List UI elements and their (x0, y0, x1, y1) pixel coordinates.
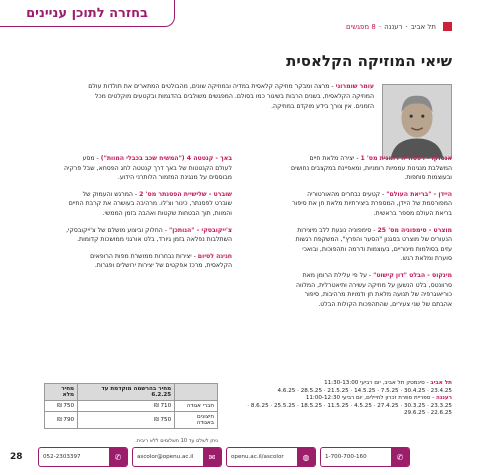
lecture-description: - יצירה מלאת חיים המשלבת מנגינות עממיות רומניות, ומאפיינת במקצבים נחושים ובעוצמות סוחפות. (291, 155, 452, 182)
contact-phone-main[interactable] (320, 447, 410, 467)
phone-icon: ✆ (109, 448, 127, 466)
schedule-venue: סינמטק תל אביב, יום רביעי 11:30-13:00 (324, 380, 425, 386)
email-icon: ✉ (203, 448, 221, 466)
schedule-raanana: רעננה - ספריית ספרת זכרון לחיילים, יום רביעי 11:00-12:30 (305, 395, 452, 401)
price-header-label (175, 384, 218, 401)
globe-icon: ◍ (297, 448, 315, 466)
lecturer-portrait-icon (383, 85, 451, 158)
lecture-title: מינקוס - הבלט "דון קישוט" (373, 271, 452, 279)
lecture-title: שוברט - שלישיית הפסנתר מס' 2 (139, 190, 232, 198)
lecturer-bio: - מרצה ומבקר מוזיקה קלאסית במדיה ובמוזיקה שונים, מהבולטים המתארים את תולדות עולם המוזיקה הקלאסית, בשנים הרבות בשיגור כמו בסולם. המפגשים משולבים בהדגמות ובקטעים מוקלטים מכל הזמנים. אין צורך בידע מוקדם במוזיקה. (88, 83, 374, 110)
lecture-description: - קטעים נבחרים מהאורטוריה המפורסמת של היידן, המספרת ביצירתיות מלאת חן את סיפור בריאת העולם מספר בראשית. (292, 190, 452, 217)
lecture-entry (64, 154, 232, 183)
schedule-city-label: תל אביב (430, 380, 452, 386)
table-row (45, 412, 218, 429)
contact-phone-mobile[interactable] (38, 447, 128, 467)
lecture-entry (284, 154, 452, 183)
contact-text: 1-700-700-160 (325, 454, 367, 460)
price-full: 790 ₪ (45, 412, 78, 429)
back-to-contents-label: בחזרה לתוכן עניינים (26, 5, 148, 21)
contact-text: openu.ac.il/ascolor (231, 454, 284, 460)
lecture-entry (64, 190, 232, 219)
price-full: 750 ₪ (45, 401, 78, 412)
lecture-description: - סימפוניה נוגעת ללב מיצירות הנעורים של מוצרט בסגנון "הסער והפרץ", המשקפת רגשות עזים בסולמות מינוריים, בעוצמות ודרמה ותהפוכות, ובואכי סוערת ומלאת רגש. (295, 226, 452, 263)
lecturer-intro (74, 82, 374, 112)
lecture-description: - המרגש והעמוק של שוברט לפסנתר, כינור וצ'לו. מרהיבה בעושרה את קרבת החיים והמוות, תוך הבטחות שקטות ואהבה בזמן הממשי. (68, 190, 232, 217)
price-header-early: מחיר בהרשמה מוקדמת עד 6.2.25 (78, 384, 175, 401)
page-title: שיאי המוזיקה הקלאסית (286, 52, 452, 70)
lecture-title: באך - קנטטה 4 ("המשיח שכב בכבלי המוות") (100, 155, 232, 162)
lecture-description: - מסע לעולם הקנטטות של באך דרך קנטטה לחג הפסחא, שבל פרקיה מבוססים על מנגינת המזמור הלותרני הידוע. (64, 155, 232, 182)
schedule-dates: 23.3.25 · 30.3.25 · 27.4.25 · 4.5.25 · 11.5.25 · 18.5.25 · 25.5.25 · 8.6.25 · 22.6.25 · 29.6.25 (247, 402, 452, 416)
contact-footer (38, 447, 410, 467)
lecture-title: חגיגה לסיום (197, 252, 232, 260)
schedule-city-label: רעננה (435, 395, 452, 401)
table-row (45, 401, 218, 412)
lecture-description: - יצירות נבחרות ממושרת מפות הרופאים הקלאסית, מרכז אפקטים של יצירות ירושלים ופגרות. (90, 252, 232, 270)
price-row-label: חברי אגודה (175, 401, 218, 412)
schedule-venue: ספריית ספרת זכרון לחיילים, יום רביעי 11:00-12:30 (305, 395, 431, 401)
lecture-title: צ'ייקובסקי - "הנותכן" (169, 226, 232, 234)
schedule-block (244, 380, 452, 418)
lecture-title: היידן - "בריאת העולם" (386, 190, 452, 198)
lecture-entry (64, 226, 232, 245)
page-number: 28 (10, 452, 23, 462)
breadcrumb-separator: · (378, 23, 382, 31)
breadcrumb-meetings: 8 מפגשים (345, 23, 376, 31)
contact-email[interactable] (132, 447, 222, 467)
lecture-entry (284, 271, 452, 309)
breadcrumb-city: תל אביב (410, 23, 436, 31)
schedule-tel-aviv: תל אביב - סינמטק תל אביב, יום רביעי 11:30-13:00 (324, 380, 452, 386)
lecture-title: אנטוקו - רפסודיה רומנית מס' 1 (360, 155, 452, 162)
lecture-description: - על פי עלילת הרומן מאת סרוונטס, בלט הנשען על מוזיקה עשירה ותיאטרלית, המלווה כוריאוגרפיה של תנועה מלאת חן ודמויות מרהיבות, סיפור אהבתם של שני צעירים, שהתהפכות הקולות הבלט. (296, 271, 452, 308)
lecture-title: מוצרט - סימפוניה מס' 25 (377, 226, 452, 234)
contact-text: 052-2303397 (43, 454, 81, 460)
price-header-full: מחיר מלא (45, 384, 78, 401)
back-to-contents-tab[interactable] (0, 0, 175, 27)
price-note: ניתן לשלם עד 10 תשלומים ללא ריבית. (135, 438, 218, 444)
price-early: 710 ₪ (78, 401, 175, 412)
price-table (44, 383, 218, 429)
section-marker-square (443, 22, 452, 31)
breadcrumb-region: רעננה (384, 23, 403, 31)
phone-icon: ✆ (391, 448, 409, 466)
lecture-description: - החלוק וביצוע מושלם של צ'ייקובסקי, השתלבות נפלאה בזמן גיורד, בלט אורגני ממושכות קדומות. (66, 226, 232, 244)
contact-text: ascolor@openu.ac.il (137, 454, 194, 460)
breadcrumb-separator: · (405, 23, 408, 31)
schedule-dates: 23.4.25 · 30.4.25 · 7.5.25 · 14.5.25 · 21.5.25 · 28.5.25 · 4.6.25 (277, 387, 452, 394)
price-early: 750 ₪ (78, 412, 175, 429)
lecturer-photo (382, 84, 452, 159)
lecturer-name: עומר שומרוני (335, 83, 374, 90)
breadcrumb (346, 23, 436, 31)
contact-website[interactable] (226, 447, 316, 467)
lecture-entry (284, 190, 452, 219)
price-row-label: חיצונים באגודה (175, 412, 218, 429)
lecture-entry (284, 226, 452, 264)
lecture-list-left (64, 154, 232, 278)
lecture-entry (64, 252, 232, 271)
lecture-list-right (284, 154, 452, 316)
